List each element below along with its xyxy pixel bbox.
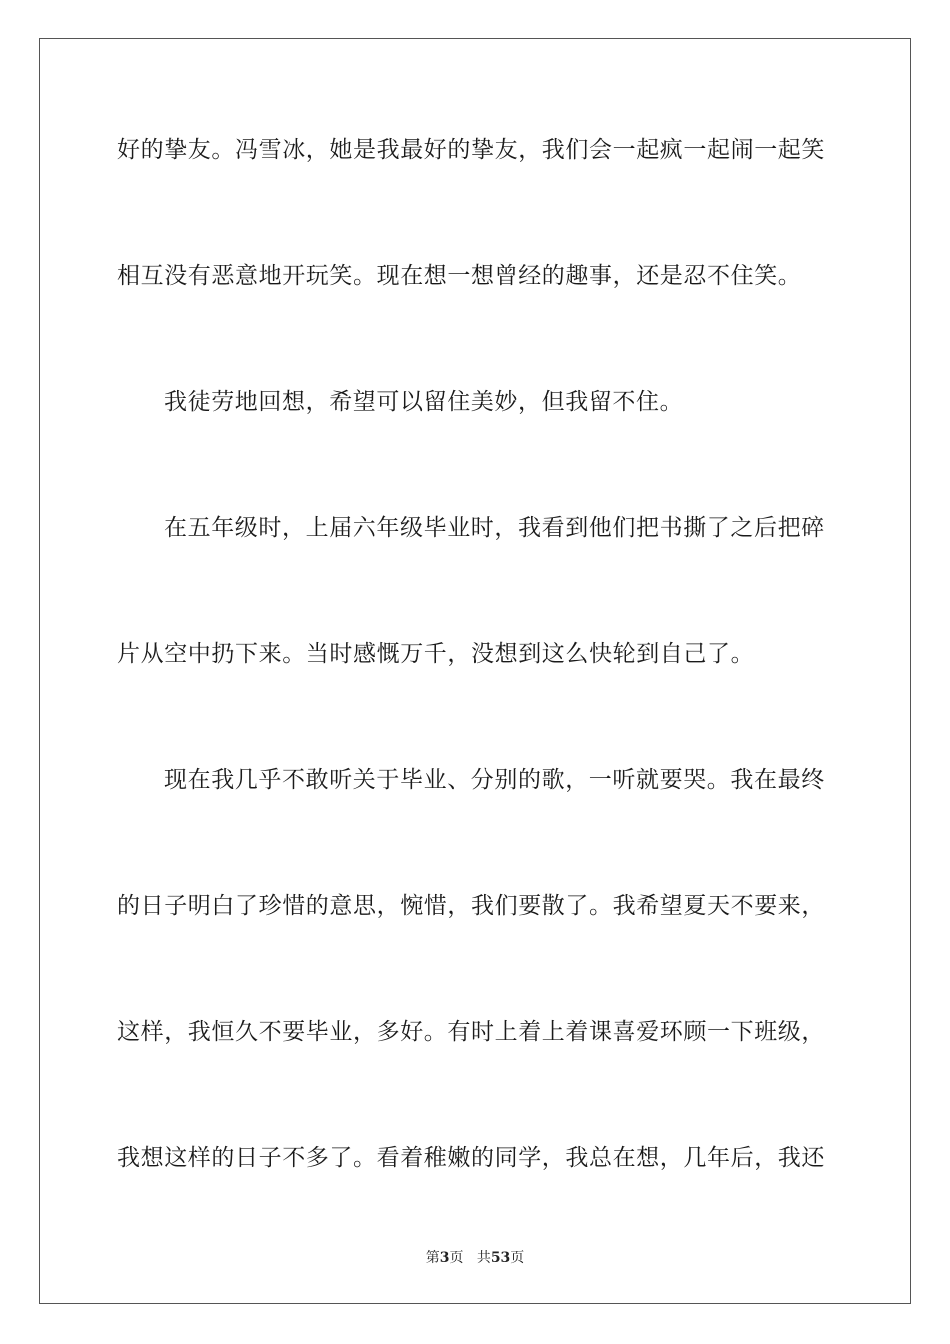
page-border (39, 38, 911, 1304)
text-line-7: 的日子明白了珍惜的意思，惋惜，我们要散了。我希望夏天不要来， (117, 893, 825, 919)
paragraph-start-line-4: 在五年级时，上届六年级毕业时，我看到他们把书撕了之后把碎 (164, 515, 825, 541)
text-line-8: 这样，我恒久不要毕业，多好。有时上着上着课喜爱环顾一下班级， (117, 1019, 825, 1045)
page-footer (0, 1249, 950, 1267)
current-page-number: 3 (439, 1250, 450, 1266)
page-prefix: 第 (425, 1250, 440, 1266)
text-line-1: 好的挚友。冯雪冰，她是我最好的挚友，我们会一起疯一起闹一起笑 (117, 137, 825, 163)
paragraph-start-line-6: 现在我几乎不敢听关于毕业、分别的歌，一听就要哭。我在最终 (164, 767, 825, 793)
paragraph-start-line-3: 我徒劳地回想，希望可以留住美妙，但我留不住。 (164, 389, 684, 415)
total-suffix: 页 (510, 1250, 525, 1266)
text-line-5: 片从空中扔下来。当时感慨万千，没想到这么快轮到自己了。 (117, 641, 755, 667)
page-suffix: 页 (449, 1250, 464, 1266)
total-prefix: 共 (476, 1250, 491, 1266)
text-line-9: 我想这样的日子不多了。看着稚嫩的同学，我总在想，几年后，我还 (117, 1145, 825, 1171)
text-line-2: 相互没有恶意地开玩笑。现在想一想曾经的趣事，还是忍不住笑。 (117, 263, 802, 289)
total-pages-number: 53 (490, 1250, 511, 1266)
